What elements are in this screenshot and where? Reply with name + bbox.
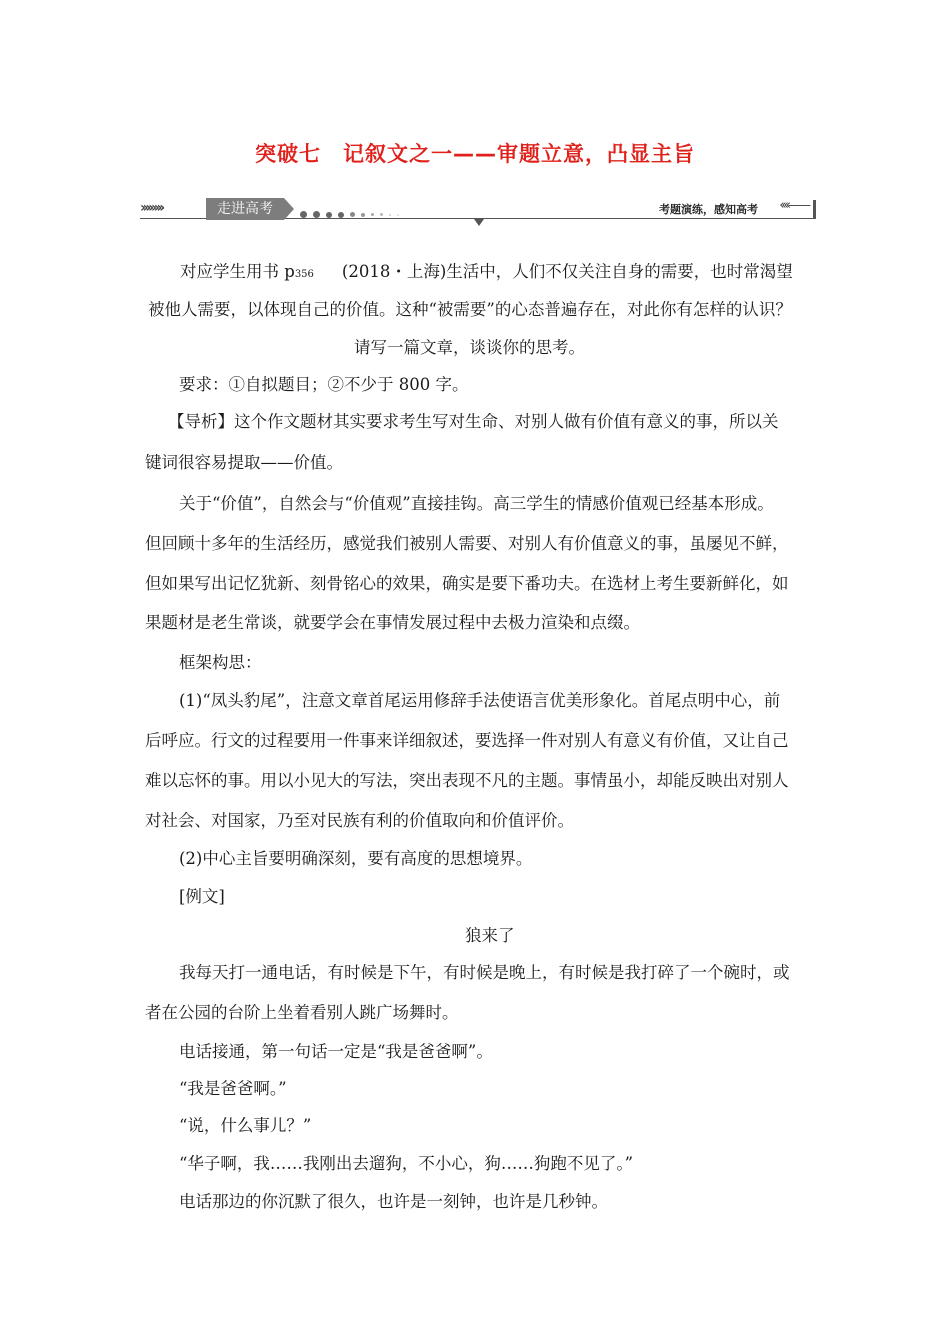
triangle-down-icon: [474, 219, 484, 226]
essay-line-7: 电话那边的你沉默了很久，也许是一刻钟，也许是几秒钟。: [179, 1192, 608, 1211]
essay-line-1: 我每天打一通电话，有时候是下午，有时候是晚上，有时候是我打碎了一个碗时，或: [179, 963, 790, 982]
dots-decoration-icon: [300, 204, 405, 223]
banner-right-label: 考题演练，感知高考: [659, 203, 758, 216]
question-line-2: 被他人需要，以体现自己的价值。这种“被需要”的心态普遍存在，对此你有怎样的认识？: [148, 300, 792, 319]
analysis-line-1: 【导析】这个作文题材其实要求考生写对生命、对别人做有价值有意义的事，所以关: [168, 412, 779, 431]
essay-line-4: “我是爸爸啊。”: [179, 1079, 287, 1098]
double-chevron-right-icon: ››››››››: [140, 200, 163, 216]
double-chevron-left-icon: ‹‹‹‹——: [779, 198, 808, 213]
book-reference: 对应学生用书 p: [180, 262, 295, 281]
banner-end-bar: [813, 200, 816, 218]
page-ref-number: 356: [294, 269, 314, 280]
analysis-line-3: 关于“价值”，自然会与“价值观”直接挂钩。高三学生的情感价值观已经基本形成。: [179, 494, 774, 513]
framework-line-3: 难以忘怀的事。用以小见大的写法，突出表现不凡的主题。事情虽小，却能反映出对别人: [145, 771, 789, 790]
framework-line-5: (2)中心主旨要明确深刻，要有高度的思想境界。: [179, 849, 533, 868]
section-banner: [140, 196, 816, 232]
essay-line-3: 电话接通，第一句话一定是“我是爸爸啊”。: [179, 1042, 493, 1061]
essay-line-2: 者在公园的台阶上坐着看别人跳广场舞时。: [145, 1003, 459, 1022]
analysis-line-6: 果题材是老生常谈，就要学会在事情发展过程中去极力渲染和点缀。: [145, 613, 640, 632]
requirements: 要求：①自拟题目；②不少于 800 字。: [179, 375, 469, 394]
framework-line-1: (1)“凤头豹尾”，注意文章首尾运用修辞手法使语言优美形象化。首尾点明中心，前: [179, 691, 781, 710]
analysis-line-5: 但如果写出记忆犹新、刻骨铭心的效果，确实是要下番功夫。在选材上考生要新鲜化，如: [145, 574, 789, 593]
framework-line-2: 后呼应。行文的过程要用一件事来详细叙述，要选择一件对别人有意义有价值，又让自己: [145, 731, 789, 750]
essay-line-6: “华子啊，我……我刚出去遛狗，不小心，狗……狗跑不见了。”: [179, 1154, 634, 1173]
page-title: 突破七 记叙文之一——审题立意，凸显主旨: [255, 142, 695, 166]
section-tag: 走进高考: [206, 198, 284, 220]
example-title: 狼来了: [465, 926, 515, 945]
framework-heading: 框架构思：: [179, 653, 262, 672]
question-line-3: 请写一篇文章，谈谈你的思考。: [354, 338, 585, 357]
analysis-line-2: 键词很容易提取——价值。: [145, 453, 343, 472]
tag-arrow-icon: [284, 198, 294, 220]
question-line-1: [180, 260, 793, 287]
question-text-start: (2018・上海)生活中，人们不仅关注自身的需要，也时常渴望: [341, 262, 793, 281]
essay-line-5: “说，什么事儿？”: [179, 1116, 312, 1135]
framework-line-4: 对社会、对国家，乃至对民族有利的价值取向和价值评价。: [145, 811, 574, 830]
example-label: [例文]: [179, 887, 225, 906]
analysis-line-4: 但回顾十多年的生活经历，感觉我们被别人需要、对别人有价值意义的事，虽屡见不鲜，: [145, 534, 789, 553]
